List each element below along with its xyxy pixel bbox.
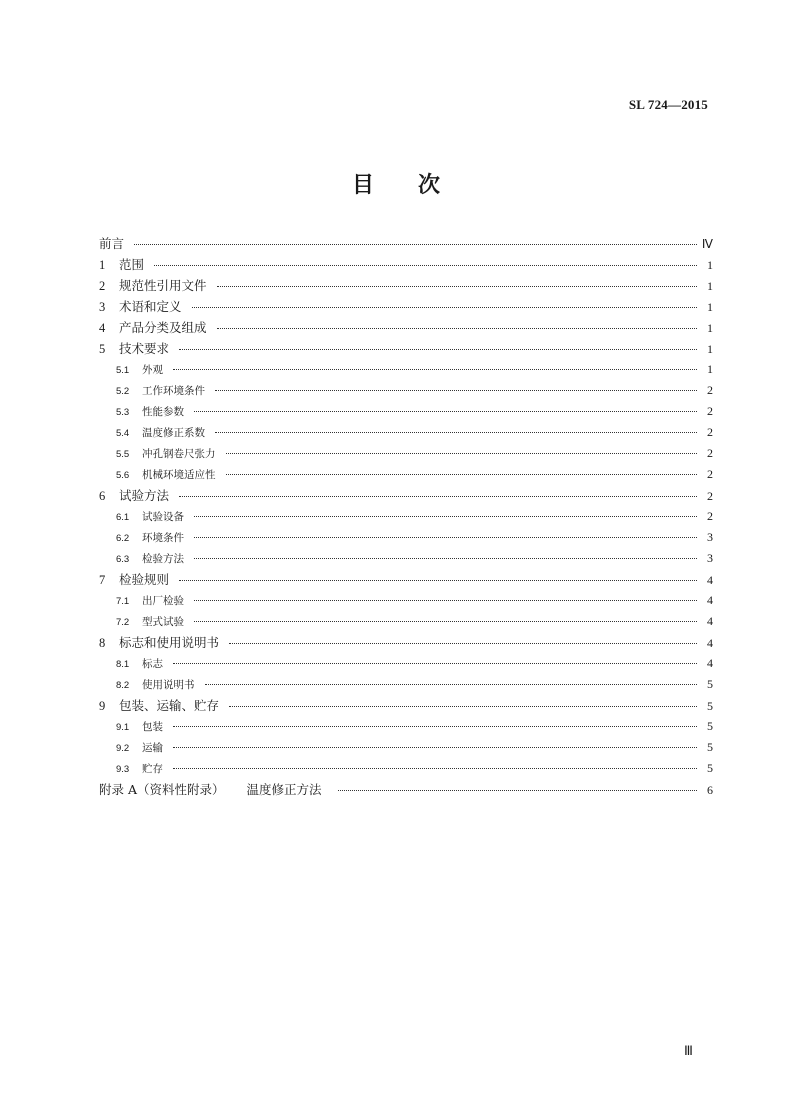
toc-leader-dots	[338, 789, 697, 791]
toc-leader-dots	[173, 746, 697, 748]
toc-entry-label: 产品分类及组成	[119, 320, 207, 335]
toc-entry-number: 9.2	[116, 743, 130, 754]
toc-entry[interactable]	[99, 590, 713, 611]
toc-leader-dots	[194, 536, 697, 538]
toc-entry-label: 试验设备	[142, 511, 184, 523]
title-char-1: 目	[351, 173, 374, 198]
toc-entry-label: 性能参数	[142, 406, 184, 418]
toc-entry[interactable]	[99, 674, 713, 695]
toc-entry-label: 机械环境适应性	[142, 469, 216, 481]
toc-entry[interactable]	[99, 359, 713, 380]
toc-entry-number: 6.3	[116, 554, 130, 565]
toc-entry-label: 贮存	[142, 763, 163, 775]
toc-entry[interactable]	[99, 275, 713, 296]
toc-entry-number: 7	[99, 573, 106, 587]
toc-entry-label: 术语和定义	[119, 299, 182, 314]
toc-entry-label: 包装、运输、贮存	[119, 698, 220, 713]
toc-entry-label: 试验方法	[119, 488, 170, 503]
toc-entry-page: 1	[707, 321, 713, 335]
toc-entry[interactable]	[99, 233, 713, 254]
toc-entry-number: 6	[99, 489, 106, 503]
toc-leader-dots	[217, 327, 697, 329]
toc-entry-number: 7.1	[116, 596, 130, 607]
toc-entry[interactable]	[99, 422, 713, 443]
toc-entry-page: 2	[707, 425, 713, 439]
toc-entry[interactable]	[99, 485, 713, 506]
toc-entry-label: 外观	[142, 364, 163, 376]
appendix-prefix: 附录 A（资料性附录）	[99, 782, 225, 797]
toc-entry-page: 1	[707, 258, 713, 272]
toc-entry-label: 工作环境条件	[142, 385, 205, 397]
toc-entry-page: 1	[707, 279, 713, 293]
toc-entry-number: 8.1	[116, 659, 130, 670]
toc-entry-page: 2	[707, 446, 713, 460]
toc-entry-page: 4	[707, 573, 713, 587]
toc-entry-label: 规范性引用文件	[119, 278, 207, 293]
toc-entry[interactable]	[99, 443, 713, 464]
toc-entry-number: 2	[99, 279, 106, 293]
toc-entry[interactable]	[99, 611, 713, 632]
toc-leader-dots	[215, 431, 697, 433]
toc-entry-number: 3	[99, 300, 106, 314]
toc-entry-label: 使用说明书	[142, 679, 195, 691]
toc-entry-label: 技术要求	[119, 341, 170, 356]
toc-leader-dots	[229, 642, 697, 644]
toc-entry-label: 环境条件	[142, 532, 184, 544]
toc-entry[interactable]	[99, 653, 713, 674]
toc-leader-dots	[194, 620, 697, 622]
toc-entry-label: 包装	[142, 721, 163, 733]
toc-entry-label: 标志	[142, 658, 163, 670]
toc-entry-page: 4	[707, 636, 713, 650]
toc-entry[interactable]	[99, 338, 713, 359]
toc-entry[interactable]	[99, 464, 713, 485]
toc-entry-page: 1	[707, 362, 713, 376]
toc-entry[interactable]	[99, 296, 713, 317]
toc-entry-number: 9.3	[116, 764, 130, 775]
toc-entry-page: 5	[707, 719, 713, 733]
toc-entry[interactable]	[99, 317, 713, 338]
toc-entry-number: 6.2	[116, 533, 130, 544]
toc-entry-number: 9.1	[116, 722, 130, 733]
toc-leader-dots	[173, 662, 697, 664]
toc-entry-number: 9	[99, 699, 106, 713]
toc-entry-page: 2	[707, 467, 713, 481]
toc-entry-page: 2	[707, 404, 713, 418]
toc-entry-page: Ⅳ	[701, 237, 713, 251]
standard-code: SL 724—2015	[628, 97, 708, 112]
title-char-2: 次	[418, 173, 441, 198]
toc-entry-page: 2	[707, 509, 713, 523]
toc-entry-page: 2	[707, 489, 713, 503]
toc-entry[interactable]	[99, 569, 713, 590]
toc-entry-number: 5.5	[116, 449, 130, 460]
toc-entry-page: 1	[707, 300, 713, 314]
toc-leader-dots	[173, 368, 697, 370]
toc-entry[interactable]	[99, 401, 713, 422]
toc-leader-dots	[226, 473, 698, 475]
appendix-page: 6	[707, 783, 713, 797]
appendix-label: 温度修正方法	[246, 782, 322, 797]
toc-entry[interactable]	[99, 254, 713, 275]
toc-leader-dots	[194, 599, 697, 601]
toc-entry-number: 5.6	[116, 470, 130, 481]
toc-entry[interactable]	[99, 758, 713, 779]
toc-leader-dots	[179, 495, 697, 497]
toc-entry-number: 5.3	[116, 407, 130, 418]
toc-entry[interactable]	[99, 527, 713, 548]
page-title	[0, 168, 792, 199]
toc-leader-dots	[194, 557, 697, 559]
toc-entry[interactable]	[99, 548, 713, 569]
toc-entry-label: 检验规则	[119, 572, 170, 587]
toc-entry-number: 5.4	[116, 428, 130, 439]
toc-entry-number: 7.2	[116, 617, 130, 628]
toc-entry-page: 5	[707, 699, 713, 713]
toc-entry-number: 8	[99, 636, 106, 650]
toc-entry-page: 1	[707, 342, 713, 356]
toc-leader-dots	[194, 410, 697, 412]
toc-leader-dots	[217, 285, 697, 287]
toc-leader-dots	[173, 725, 697, 727]
toc-entry-label: 检验方法	[142, 553, 184, 565]
toc-entry-page: 3	[707, 551, 713, 565]
toc-leader-dots	[179, 579, 697, 581]
toc-entry-page: 5	[707, 677, 713, 691]
toc-entry[interactable]	[99, 695, 713, 716]
toc-entry[interactable]	[99, 380, 713, 401]
toc-entry-number: 6.1	[116, 512, 130, 523]
toc-entry-label: 范围	[119, 257, 145, 272]
toc-appendix-entry[interactable]	[99, 779, 713, 800]
toc-entry-page: 5	[707, 740, 713, 754]
table-of-contents	[99, 233, 713, 800]
toc-entry-number: 5.2	[116, 386, 130, 397]
toc-entry-label: 温度修正系数	[142, 427, 205, 439]
toc-entry-page: 4	[707, 614, 713, 628]
toc-entry-page: 3	[707, 530, 713, 544]
toc-entry-label: 型式试验	[142, 616, 184, 628]
toc-entry-number: 5.1	[116, 365, 130, 376]
toc-entry[interactable]	[99, 716, 713, 737]
toc-entry-label: 前言	[99, 236, 125, 251]
toc-entry-label: 标志和使用说明书	[119, 635, 220, 650]
toc-leader-dots	[226, 452, 698, 454]
toc-leader-dots	[205, 683, 698, 685]
toc-entry-label: 出厂检验	[142, 595, 184, 607]
toc-entry-label: 冲孔钢卷尺张力	[142, 448, 216, 460]
toc-entry[interactable]	[99, 506, 713, 527]
toc-entry-page: 4	[707, 656, 713, 670]
toc-entry-number: 5	[99, 342, 106, 356]
toc-leader-dots	[215, 389, 697, 391]
toc-leader-dots	[179, 348, 697, 350]
toc-entry-number: 4	[99, 321, 106, 335]
toc-leader-dots	[192, 306, 697, 308]
toc-leader-dots	[194, 515, 697, 517]
page-number: Ⅲ	[684, 1043, 693, 1058]
toc-leader-dots	[173, 767, 697, 769]
toc-entry[interactable]	[99, 737, 713, 758]
toc-leader-dots	[154, 264, 697, 266]
toc-entry-page: 5	[707, 761, 713, 775]
toc-entry-label: 运输	[142, 742, 163, 754]
toc-entry[interactable]	[99, 632, 713, 653]
toc-entry-page: 2	[707, 383, 713, 397]
toc-leader-dots	[134, 243, 697, 245]
toc-entry-number: 8.2	[116, 680, 130, 691]
toc-leader-dots	[229, 705, 697, 707]
toc-entry-page: 4	[707, 593, 713, 607]
toc-entry-number: 1	[99, 258, 106, 272]
